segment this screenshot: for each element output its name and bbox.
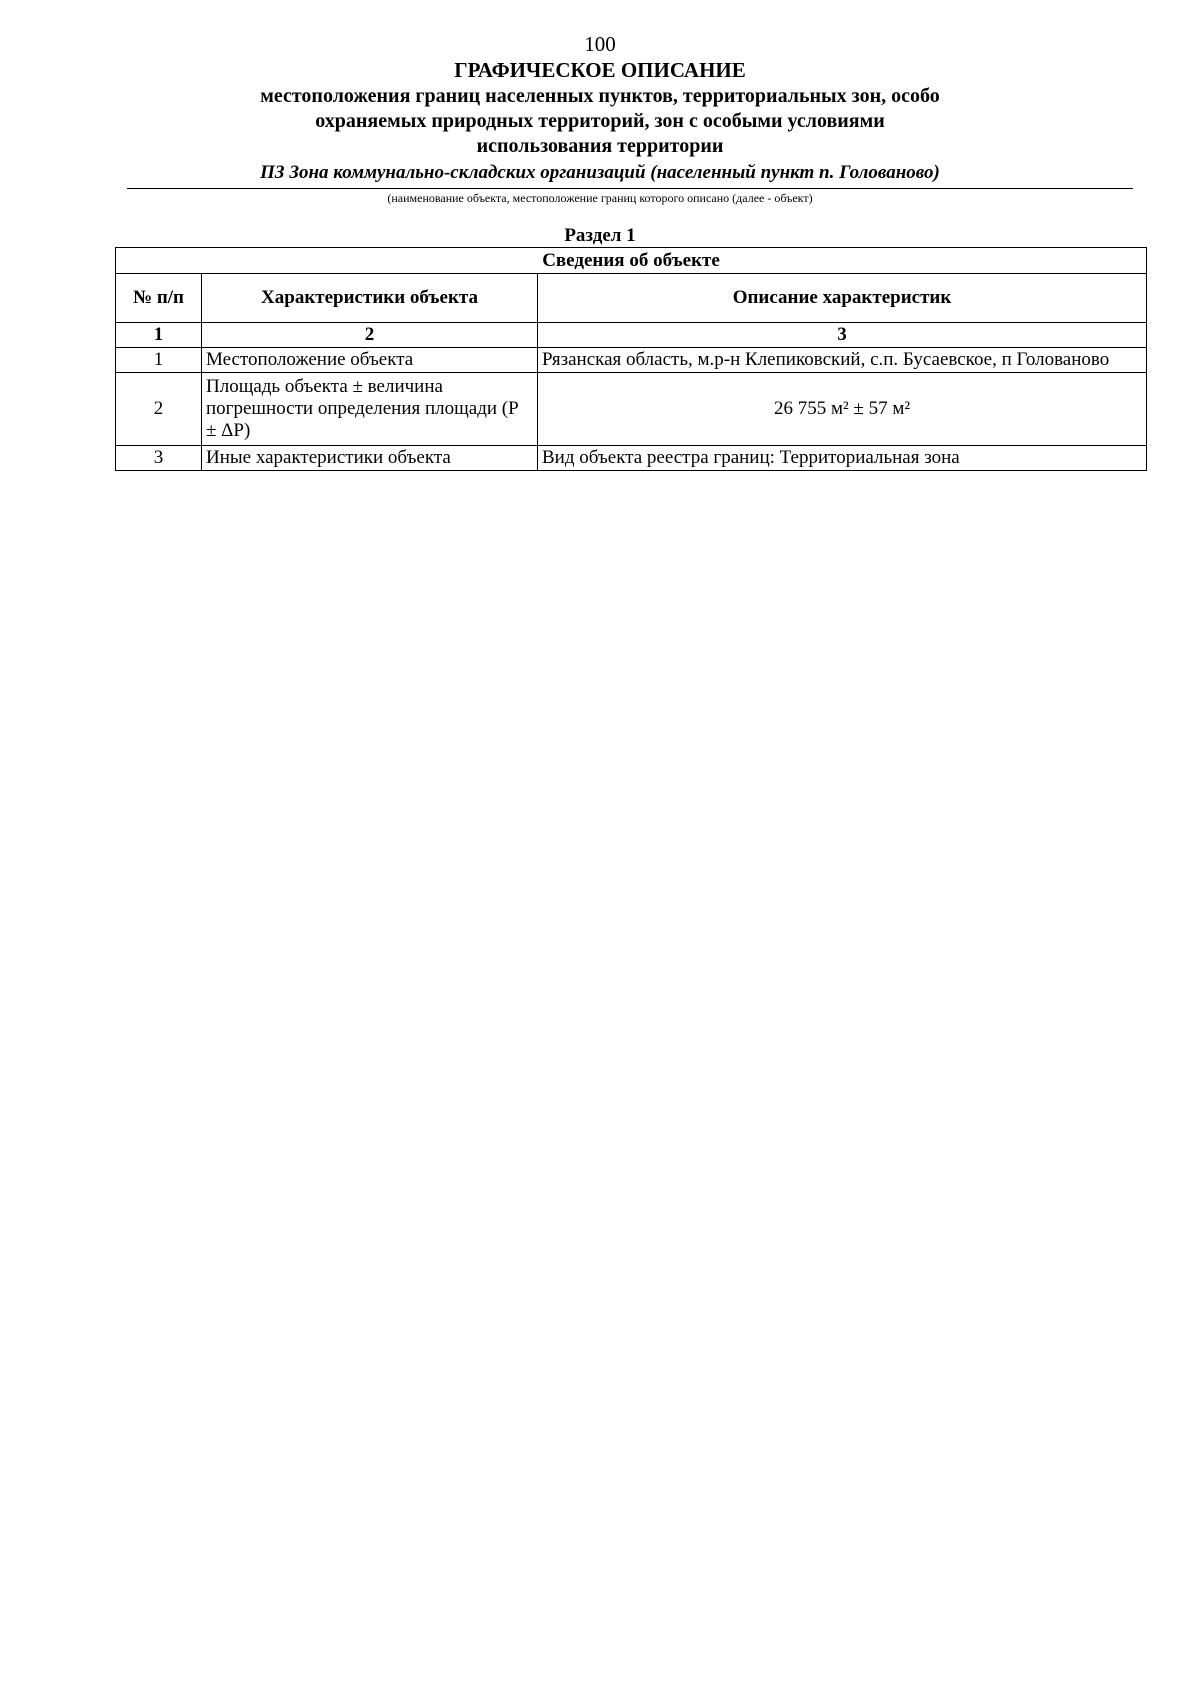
document-title: ГРАФИЧЕСКОЕ ОПИСАНИЕ (454, 58, 746, 82)
row-characteristic: Площадь объекта ± величина погрешности определения площади (P ± ΔP) (202, 373, 538, 446)
section-title: Раздел 1 (564, 225, 636, 246)
row-number: 3 (116, 446, 202, 471)
table-header-row (116, 274, 1147, 323)
row-characteristic: Иные характеристики объекта (202, 446, 538, 471)
column-index-2: 2 (202, 323, 538, 348)
table-index-row (116, 323, 1147, 348)
object-name: ПЗ Зона коммунально-складских организаций (населенный пункт п. Голованово) (260, 162, 940, 183)
object-name-caption: (наименование объекта, местоположение границ которого описано (далее - объект) (387, 191, 813, 205)
column-index-1: 1 (116, 323, 202, 348)
row-characteristic: Местоположение объекта (202, 348, 538, 373)
row-number: 2 (116, 373, 202, 446)
document-subtitle: местоположения границ населенных пунктов, территориальных зон, особо охраняемых природных территорий, зон с особыми условиями использования территории (260, 85, 940, 157)
header-characteristic: Характеристики объекта (202, 274, 538, 323)
table-caption-row (116, 248, 1147, 274)
row-description: Рязанская область, м.р-н Клепиковский, с.п. Бусаевское, п Голованово (538, 348, 1147, 373)
row-description: 26 755 м² ± 57 м² (538, 373, 1147, 446)
header-description: Описание характеристик (538, 274, 1147, 323)
table-row (116, 348, 1147, 373)
row-number: 1 (116, 348, 202, 373)
table-row (116, 446, 1147, 471)
object-info-table (115, 247, 1147, 471)
page-number: 100 (584, 32, 616, 56)
table-caption: Сведения об объекте (116, 248, 1147, 274)
table-row (116, 373, 1147, 446)
row-description: Вид объекта реестра границ: Территориальная зона (538, 446, 1147, 471)
object-name-underline (127, 188, 1133, 189)
header-number: № п/п (116, 274, 202, 323)
column-index-3: 3 (538, 323, 1147, 348)
